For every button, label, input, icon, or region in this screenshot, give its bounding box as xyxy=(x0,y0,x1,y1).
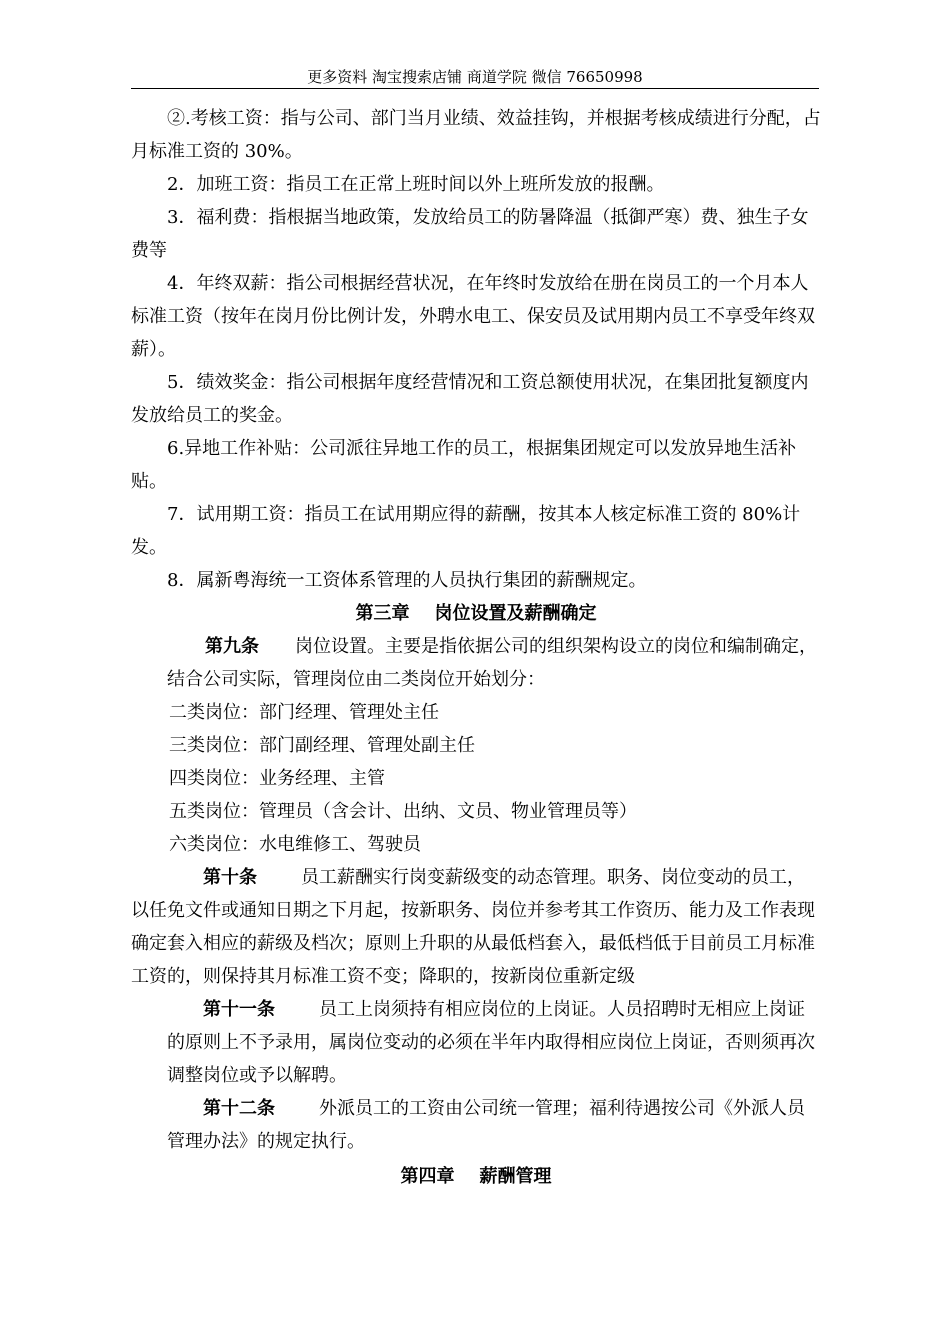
paragraph-welfare: 3．福利费：指根据当地政策，发放给员工的防暑降温（抵御严寒）费、独生子女费等 xyxy=(131,207,809,261)
article-9-text: 岗位设置。主要是指依据公司的组织架构设立的岗位和编制确定，结合公司实际，管理岗位由二类岗位开始划分： xyxy=(167,636,817,690)
chapter-3-title: 第三章 岗位设置及薪酬确定 xyxy=(355,603,597,624)
article-9-label: 第九条 xyxy=(205,636,259,657)
paragraph-year-end-bonus: 4．年终双薪：指公司根据经营状况，在年终时发放给在册在岗员工的一个月本人标准工资（按年在岗月份比例计发，外聘水电工、保安员及试用期内员工不享受年终双薪）。 xyxy=(131,273,815,360)
page-header: 更多资料 淘宝搜索店铺 商道学院 微信 76650998 xyxy=(131,66,819,89)
position-item: 二类岗位：部门经理、管理处主任 xyxy=(169,702,439,723)
position-item: 四类岗位：业务经理、主管 xyxy=(169,768,385,789)
paragraph-overtime-wage: 2．加班工资：指员工在正常上班时间以外上班所发放的报酬。 xyxy=(167,174,665,195)
article-11-label: 第十一条 xyxy=(203,999,275,1020)
article-12-label: 第十二条 xyxy=(203,1098,275,1119)
paragraph-remote-allowance: 6.异地工作补贴：公司派往异地工作的员工，根据集团规定可以发放异地生活补贴。 xyxy=(131,438,797,492)
article-10 xyxy=(131,861,821,993)
article-11-text: 员工上岗须持有相应岗位的上岗证。人员招聘时无相应上岗证的原则上不予录用，属岗位变动的必须在半年内取得相应岗位上岗证，否则须再次调整岗位或予以解聘。 xyxy=(167,999,815,1086)
article-10-text: 员工薪酬实行岗变薪级变的动态管理。职务、岗位变动的员工，以任免文件或通知日期之下月起，按新职务、岗位并参考其工作资历、能力及工作表现确定套入相应的薪级及档次；原则上升职的从最低档套入，最低档低于目前员工月标准工资的，则保持其月标准工资不变；降职的，按新岗位重新定级 xyxy=(131,867,815,987)
position-item: 五类岗位：管理员（含会计、出纳、文员、物业管理员等） xyxy=(169,801,637,822)
paragraph-performance-bonus: 5．绩效奖金：指公司根据年度经营情况和工资总额使用状况，在集团批复额度内发放给员工的奖金。 xyxy=(131,372,809,426)
article-10-label: 第十条 xyxy=(203,867,257,888)
article-9 xyxy=(131,630,821,696)
position-item: 三类岗位：部门副经理、管理处副主任 xyxy=(169,735,475,756)
article-11 xyxy=(131,993,821,1092)
chapter-4-title: 第四章 薪酬管理 xyxy=(400,1166,552,1187)
document-body xyxy=(131,102,821,1193)
article-12-text: 外派员工的工资由公司统一管理；福利待遇按公司《外派人员管理办法》的规定执行。 xyxy=(167,1098,805,1152)
paragraph-assessment-wage: ②.考核工资：指与公司、部门当月业绩、效益挂钩，并根据考核成绩进行分配，占月标准工资的 30%。 xyxy=(131,108,821,162)
article-12 xyxy=(131,1092,821,1158)
paragraph-probation-wage: 7．试用期工资：指员工在试用期应得的薪酬，按其本人核定标准工资的 80%计发。 xyxy=(131,504,801,558)
position-item: 六类岗位：水电维修工、驾驶员 xyxy=(169,834,421,855)
paragraph-group-rule: 8．属新粤海统一工资体系管理的人员执行集团的薪酬规定。 xyxy=(167,570,647,591)
position-list xyxy=(131,696,821,861)
